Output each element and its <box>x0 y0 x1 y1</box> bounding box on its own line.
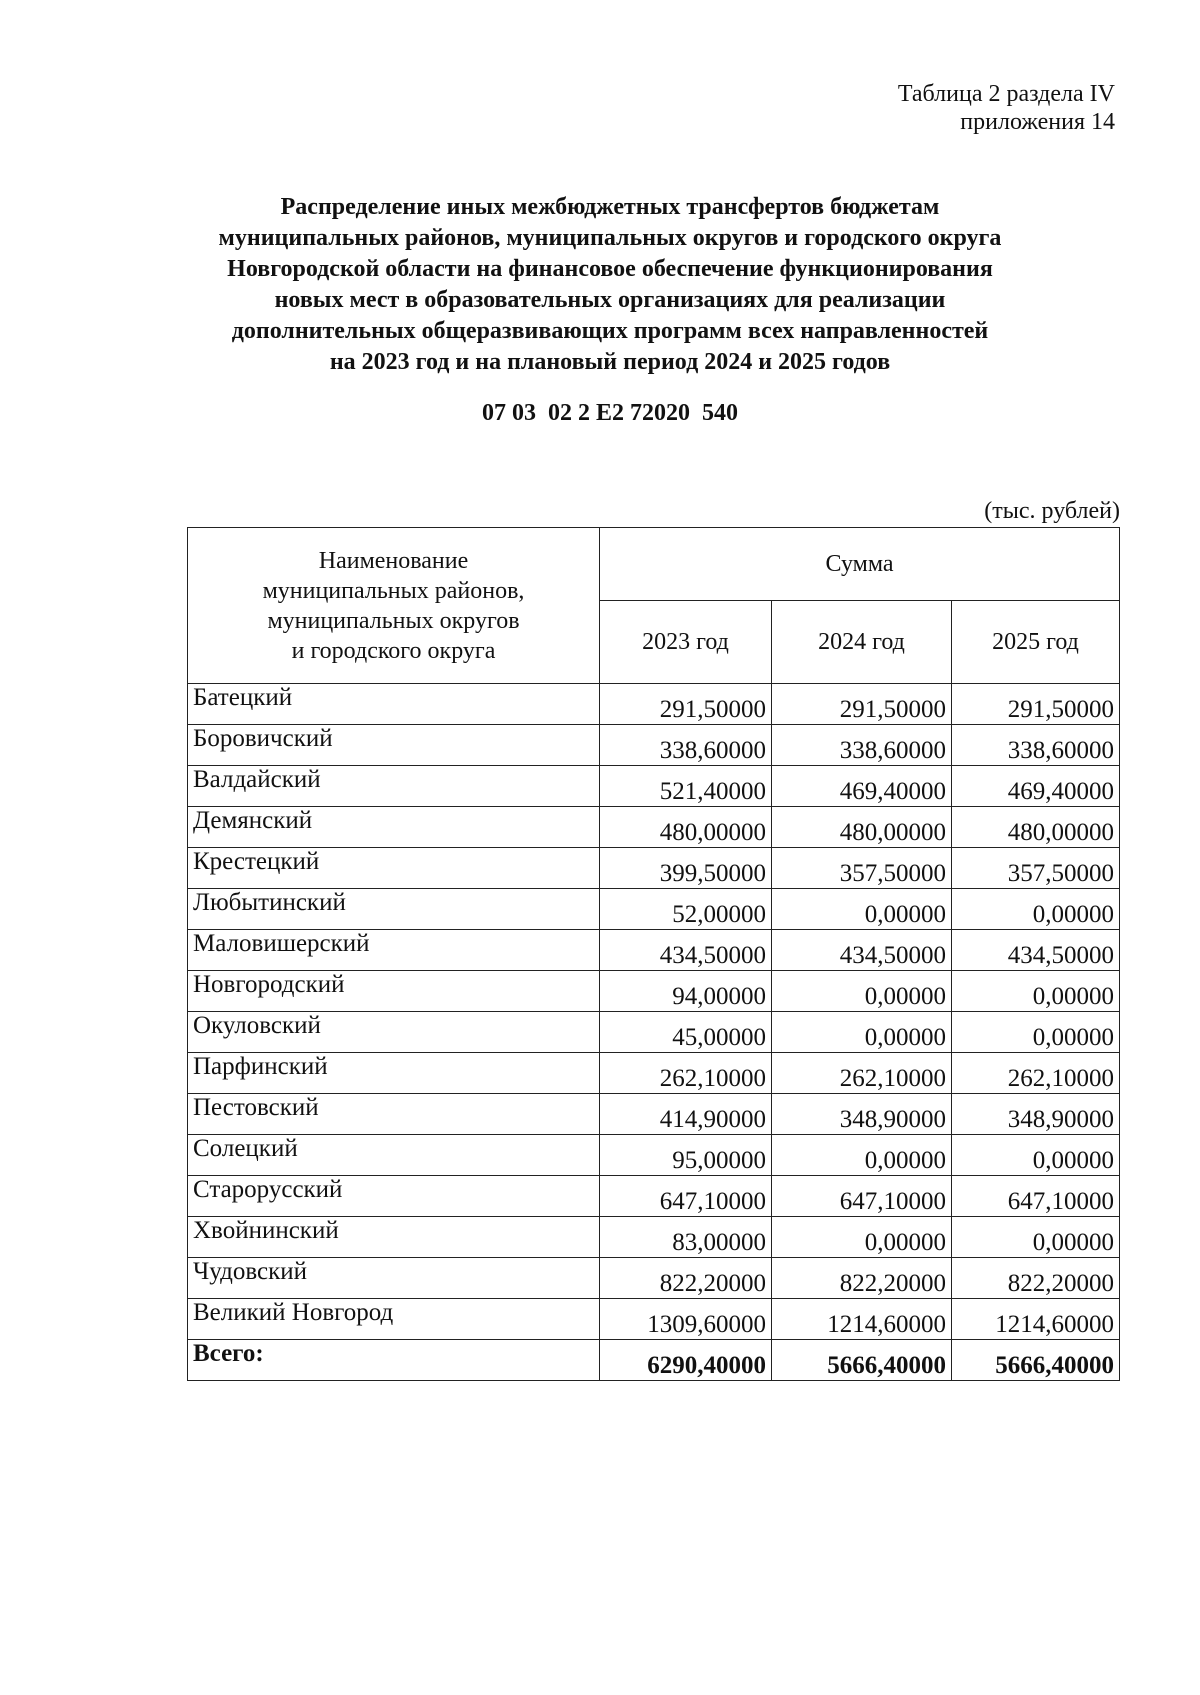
title-line-4: новых мест в образовательных организациях для реализации <box>274 287 946 313</box>
table-row <box>188 1176 1120 1217</box>
amount-2024: 434,50000 <box>772 930 952 971</box>
amount-2023: 399,50000 <box>600 848 772 889</box>
table-total-row <box>188 1340 1120 1381</box>
amount-2023: 1309,60000 <box>600 1299 772 1340</box>
amount-2024: 1214,60000 <box>772 1299 952 1340</box>
amount-2023: 83,00000 <box>600 1217 772 1258</box>
table-row <box>188 1012 1120 1053</box>
column-header-2024: 2024 год <box>772 601 952 684</box>
municipality-name: Любытинский <box>188 889 600 930</box>
amount-2023: 822,20000 <box>600 1258 772 1299</box>
header-name-line-3: муниципальных округов <box>267 607 520 634</box>
table-row <box>188 1094 1120 1135</box>
municipality-name: Чудовский <box>188 1258 600 1299</box>
amount-2023: 45,00000 <box>600 1012 772 1053</box>
municipality-name: Новгородский <box>188 971 600 1012</box>
amount-2025: 822,20000 <box>952 1258 1120 1299</box>
municipality-name: Маловишерский <box>188 930 600 971</box>
amount-2024: 262,10000 <box>772 1053 952 1094</box>
table-row <box>188 684 1120 725</box>
municipality-name: Боровичский <box>188 725 600 766</box>
appendix-reference <box>898 80 1115 136</box>
document-title <box>150 192 1070 378</box>
column-header-sum: Сумма <box>600 528 1120 601</box>
table-row <box>188 1258 1120 1299</box>
amount-2025: 262,10000 <box>952 1053 1120 1094</box>
amount-2025: 480,00000 <box>952 807 1120 848</box>
table-row <box>188 930 1120 971</box>
municipality-name: Крестецкий <box>188 848 600 889</box>
amount-2024: 0,00000 <box>772 1135 952 1176</box>
title-line-5: дополнительных общеразвивающих программ всех направленностей <box>231 318 989 344</box>
municipality-name: Солецкий <box>188 1135 600 1176</box>
column-header-name <box>188 528 600 684</box>
header-name-line-1: Наименование <box>318 547 469 574</box>
amount-2023: 521,40000 <box>600 766 772 807</box>
amount-2024: 0,00000 <box>772 1012 952 1053</box>
amount-2025: 357,50000 <box>952 848 1120 889</box>
unit-label: (тыс. рублей) <box>984 498 1120 524</box>
amount-2023: 338,60000 <box>600 725 772 766</box>
table-row <box>188 971 1120 1012</box>
municipality-name: Демянский <box>188 807 600 848</box>
amount-2024: 0,00000 <box>772 1217 952 1258</box>
amount-2023: 95,00000 <box>600 1135 772 1176</box>
total-amount-2024: 5666,40000 <box>772 1340 952 1381</box>
column-header-2023: 2023 год <box>600 601 772 684</box>
table-row <box>188 725 1120 766</box>
amount-2023: 262,10000 <box>600 1053 772 1094</box>
amount-2024: 469,40000 <box>772 766 952 807</box>
title-line-1: Распределение иных межбюджетных трансфертов бюджетам <box>280 194 940 220</box>
total-label: Всего: <box>188 1340 600 1381</box>
title-line-2: муниципальных районов, муниципальных округов и городского округа <box>218 225 1002 251</box>
amount-2024: 0,00000 <box>772 889 952 930</box>
amount-2025: 434,50000 <box>952 930 1120 971</box>
amount-2025: 291,50000 <box>952 684 1120 725</box>
header-name-line-2: муниципальных районов, <box>262 577 525 604</box>
table-row <box>188 1135 1120 1176</box>
table-body <box>188 684 1120 1381</box>
municipality-name: Старорусский <box>188 1176 600 1217</box>
amount-2023: 52,00000 <box>600 889 772 930</box>
amount-2023: 647,10000 <box>600 1176 772 1217</box>
amount-2024: 357,50000 <box>772 848 952 889</box>
title-line-3: Новгородской области на финансовое обеспечение функционирования <box>227 256 993 282</box>
amount-2023: 94,00000 <box>600 971 772 1012</box>
municipality-name: Батецкий <box>188 684 600 725</box>
amount-2025: 0,00000 <box>952 889 1120 930</box>
table-row <box>188 848 1120 889</box>
table-row <box>188 1299 1120 1340</box>
table-row <box>188 766 1120 807</box>
amount-2024: 291,50000 <box>772 684 952 725</box>
table-header-row <box>188 528 1120 601</box>
title-line-6: на 2023 год и на плановый период 2024 и 2025 годов <box>329 349 891 375</box>
amount-2024: 338,60000 <box>772 725 952 766</box>
amount-2025: 338,60000 <box>952 725 1120 766</box>
table-row <box>188 1217 1120 1258</box>
municipality-name: Великий Новгород <box>188 1299 600 1340</box>
amount-2024: 0,00000 <box>772 971 952 1012</box>
amount-2024: 822,20000 <box>772 1258 952 1299</box>
table-row <box>188 807 1120 848</box>
municipality-name: Окуловский <box>188 1012 600 1053</box>
table-row <box>188 1053 1120 1094</box>
amount-2023: 480,00000 <box>600 807 772 848</box>
amount-2024: 480,00000 <box>772 807 952 848</box>
municipality-name: Валдайский <box>188 766 600 807</box>
amount-2023: 434,50000 <box>600 930 772 971</box>
amount-2023: 414,90000 <box>600 1094 772 1135</box>
amount-2023: 291,50000 <box>600 684 772 725</box>
amount-2025: 1214,60000 <box>952 1299 1120 1340</box>
municipality-name: Парфинский <box>188 1053 600 1094</box>
municipality-name: Хвойнинский <box>188 1217 600 1258</box>
amount-2025: 0,00000 <box>952 1135 1120 1176</box>
header-name-line-4: и городского округа <box>291 637 496 664</box>
municipality-name: Пестовский <box>188 1094 600 1135</box>
reference-line-2: приложения 14 <box>960 109 1115 135</box>
amount-2025: 0,00000 <box>952 971 1120 1012</box>
table-row <box>188 889 1120 930</box>
total-amount-2023: 6290,40000 <box>600 1340 772 1381</box>
reference-line-1: Таблица 2 раздела IV <box>897 81 1115 107</box>
amount-2025: 0,00000 <box>952 1012 1120 1053</box>
amount-2024: 647,10000 <box>772 1176 952 1217</box>
budget-classification-code: 07 03 02 2 E2 72020 540 <box>481 400 738 426</box>
amount-2024: 348,90000 <box>772 1094 952 1135</box>
amount-2025: 0,00000 <box>952 1217 1120 1258</box>
transfers-table <box>187 527 1120 1381</box>
amount-2025: 348,90000 <box>952 1094 1120 1135</box>
amount-2025: 469,40000 <box>952 766 1120 807</box>
amount-2025: 647,10000 <box>952 1176 1120 1217</box>
total-amount-2025: 5666,40000 <box>952 1340 1120 1381</box>
column-header-2025: 2025 год <box>952 601 1120 684</box>
